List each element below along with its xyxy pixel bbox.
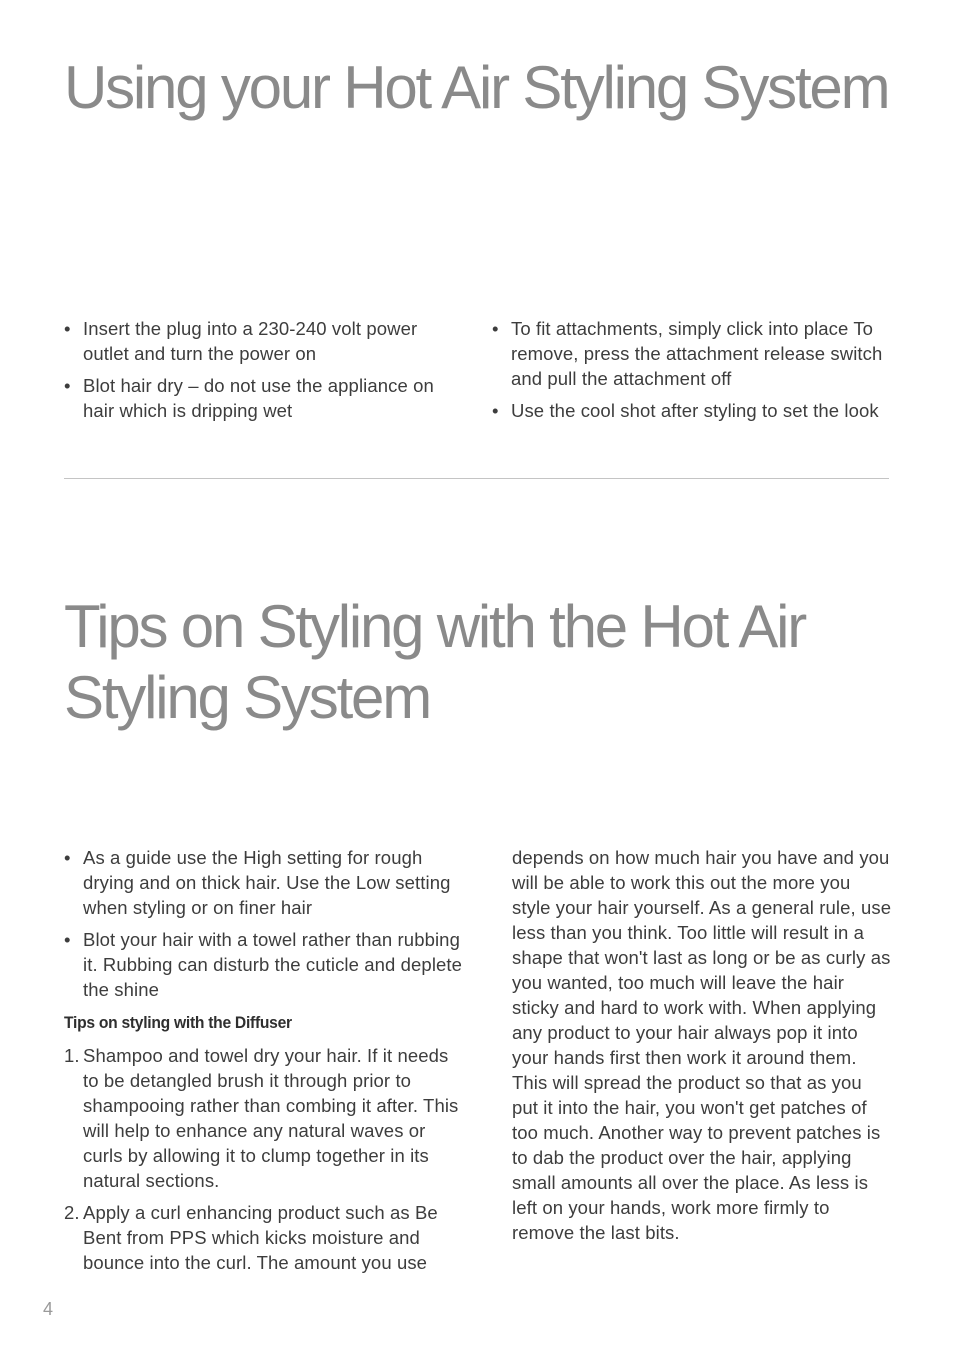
diffuser-subheading: Tips on styling with the Diffuser: [64, 1013, 292, 1032]
bullet-icon: •: [64, 929, 71, 950]
setup-instructions-right: [492, 316, 902, 430]
bullet-icon: •: [64, 847, 71, 868]
page-number: 4: [43, 1299, 54, 1319]
step-number: 2.: [64, 1202, 80, 1223]
bullet-icon: •: [492, 400, 499, 421]
paragraph-continuation: depends on how much hair you have and you will be able to work this out the more you style your hair yourself. As a general rule, use less than you think. Too little will result in a shape that won't last as long or be as curly as you wanted, too much will leave the hair sticky and hard to work with. When applying any product to your hair always pop it into your hands first then work it around them. This will spread the product so that as you put it into the hair, you won't get patches of too much. Another way to prevent patches is to dab the product over the hair, applying small amounts all over the place. As less is left on your hands, work more firmly to remove the last bits.: [512, 847, 892, 1243]
list-item: 2. Apply a curl enhancing product such as Be Bent from PPS which kicks moisture and bounce into the curl. The amount you use: [64, 1202, 438, 1273]
section-divider: [64, 478, 889, 479]
list-item: • Insert the plug into a 230-240 volt power outlet and turn the power on: [64, 318, 418, 364]
list-item: • As a guide use the High setting for rough drying and on thick hair. Use the Low setting when styling or on finer hair: [64, 847, 451, 918]
list-item: • To fit attachments, simply click into place To remove, press the attachment release switch and pull the attachment off: [492, 318, 883, 389]
tips-column-right: [512, 845, 892, 1245]
step-number: 1.: [64, 1045, 80, 1066]
list-item: • Blot your hair with a towel rather than rubbing it. Rubbing can disturb the cuticle and deplete the shine: [64, 929, 463, 1000]
section-title-using: Using your Hot Air Styling System: [64, 54, 889, 121]
setup-instructions-left: [64, 316, 464, 430]
bullet-icon: •: [64, 375, 71, 396]
list-item: • Blot hair dry – do not use the appliance on hair which is dripping wet: [64, 375, 434, 421]
list-item: • Use the cool shot after styling to set the look: [492, 400, 879, 421]
bullet-icon: •: [64, 318, 71, 339]
tips-column-left: [64, 845, 464, 1282]
bullet-icon: •: [492, 318, 499, 339]
section-title-tips: Tips on Styling with the Hot Air Styling System: [64, 593, 806, 731]
list-item: 1. Shampoo and towel dry your hair. If it needs to be detangled brush it through prior to shampooing rather than combing it after. This will help to enhance any natural waves or curls by allowing it to clump together in its natural sections.: [64, 1045, 459, 1191]
